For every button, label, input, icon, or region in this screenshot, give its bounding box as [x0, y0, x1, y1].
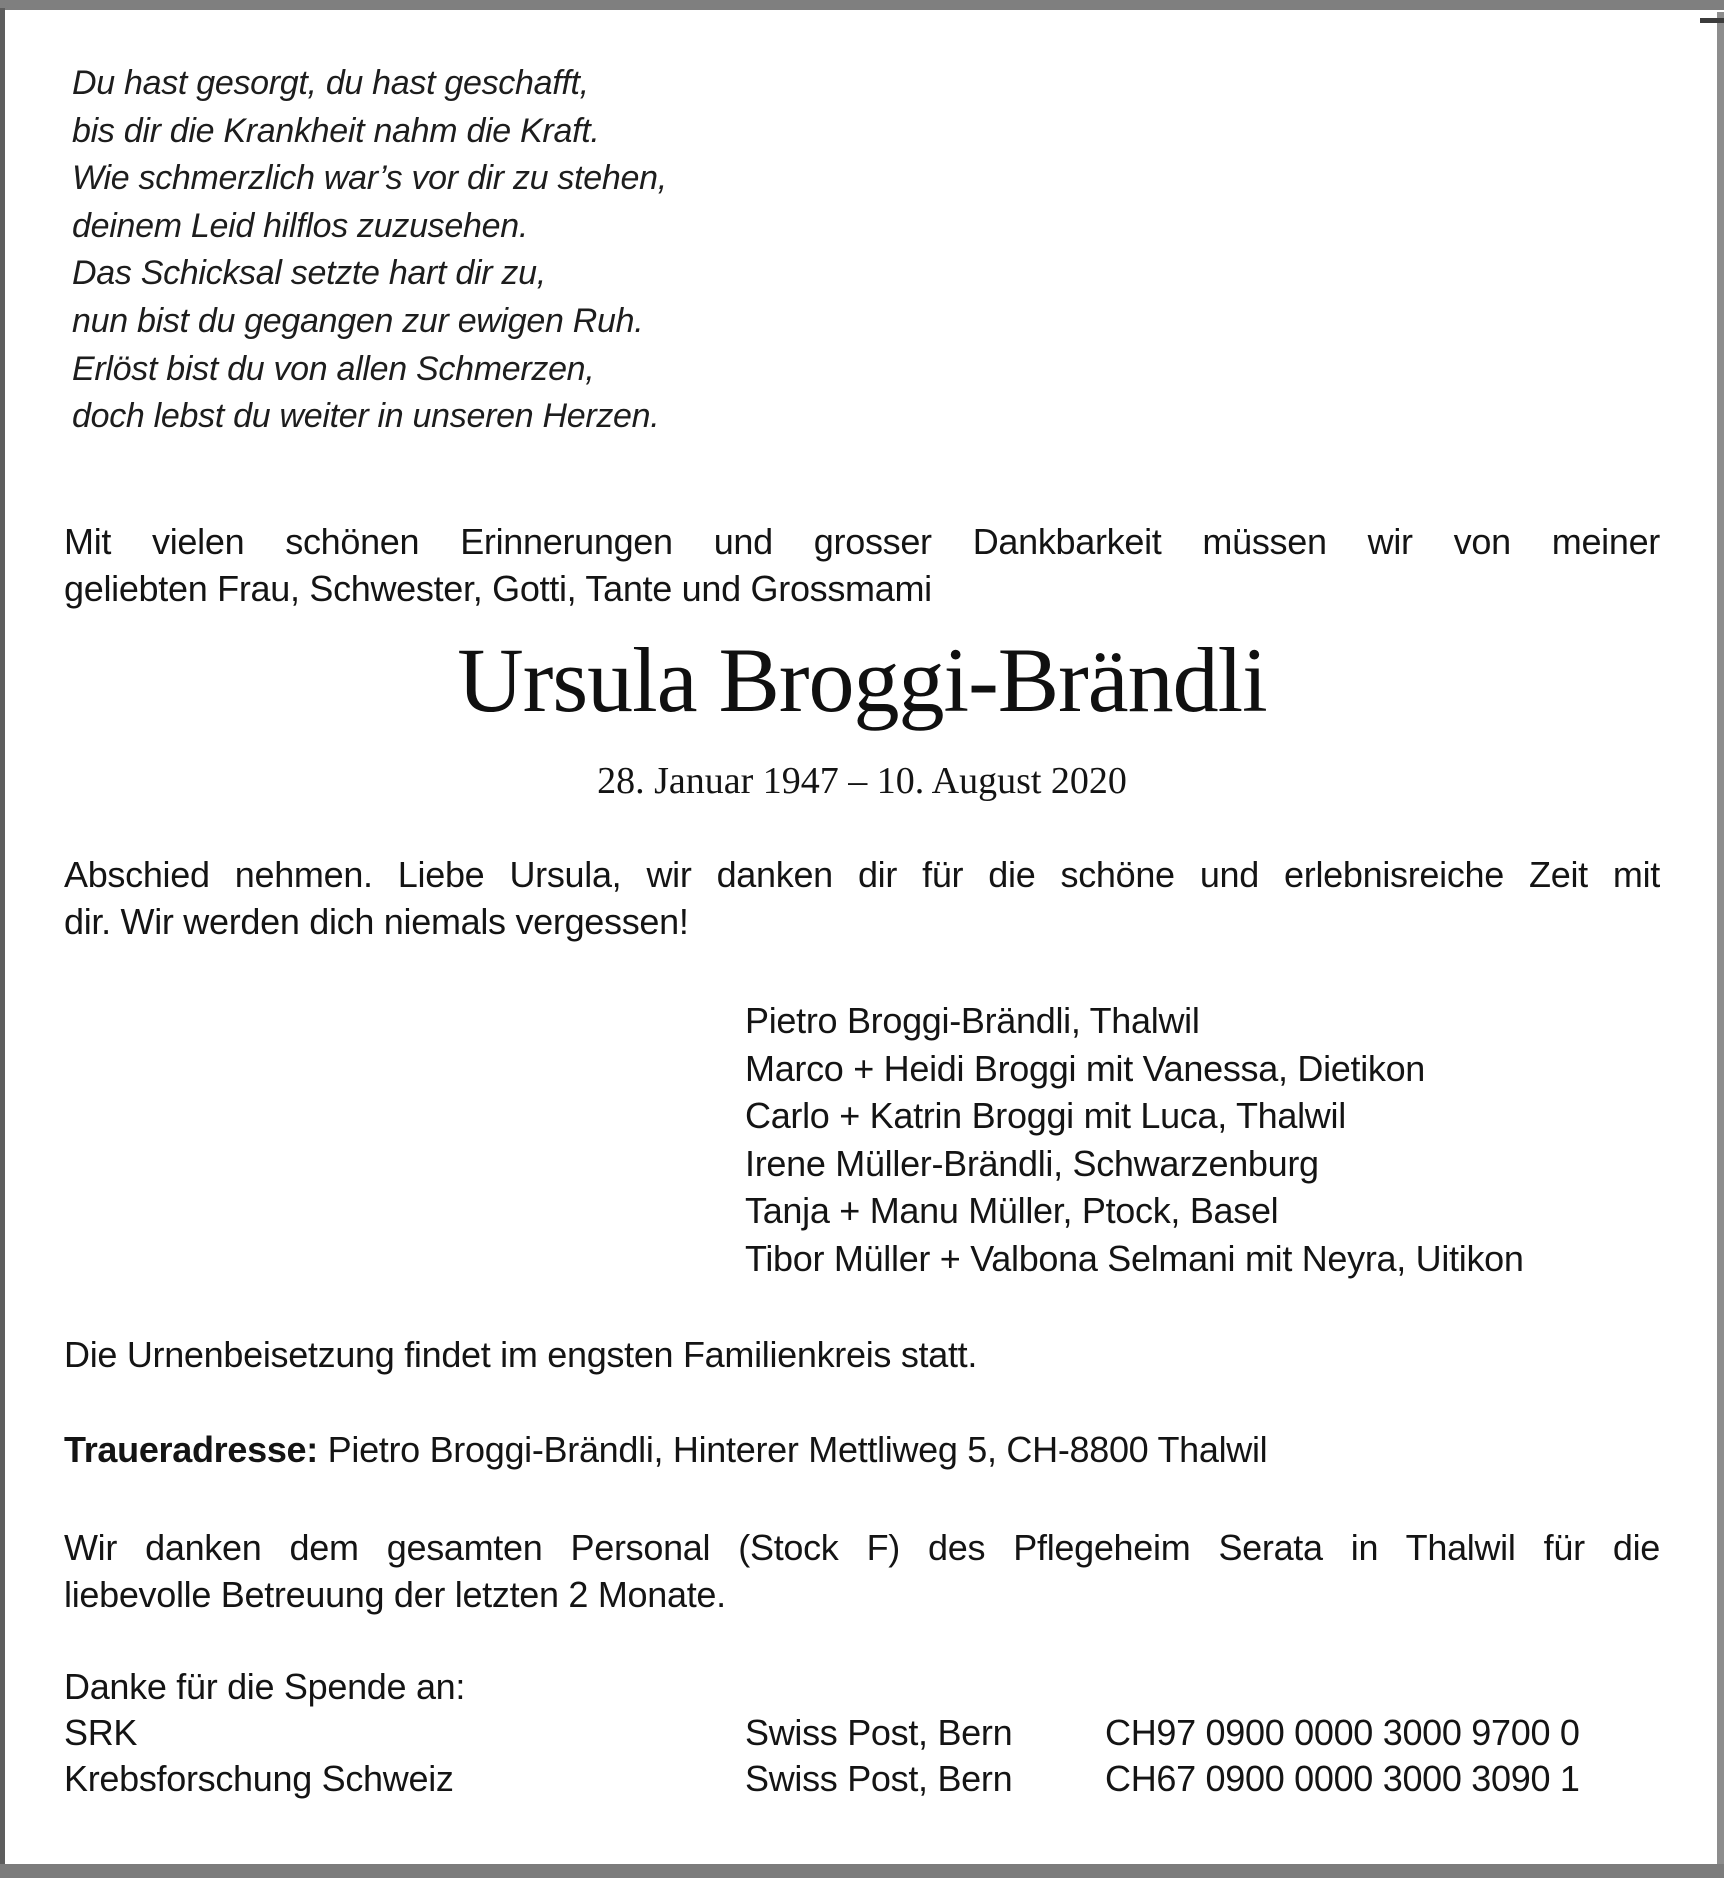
- donation-bank: Swiss Post, Bern: [745, 1758, 1013, 1799]
- intro-paragraph: [64, 519, 1660, 612]
- deceased-dates: 28. Januar 1947 – 10. August 2020: [597, 760, 1127, 802]
- mourning-address: [64, 1427, 1660, 1474]
- frame-right-bar: [1717, 12, 1724, 1864]
- mourning-address-text: Pietro Broggi-Brändli, Hinterer Mettliweg 5, CH-8800 Thalwil: [317, 1429, 1268, 1470]
- frame-bottom-bar: [0, 1864, 1724, 1878]
- farewell-line: Abschied nehmen. Liebe Ursula, wir danken dir für die schöne und erlebnisreiche Zeit mit: [64, 854, 1660, 895]
- poem-line: deinem Leid hilflos zuzusehen.: [72, 206, 528, 245]
- burial-notice: Die Urnenbeisetzung findet im engsten Familienkreis statt.: [64, 1334, 978, 1375]
- farewell-line: dir. Wir werden dich niemals vergessen!: [64, 900, 689, 942]
- family-list: [745, 997, 1695, 1282]
- family-entry: Irene Müller-Brändli, Schwarzenburg: [745, 1142, 1319, 1184]
- donation-organization: Krebsforschung Schweiz: [64, 1758, 454, 1799]
- thanks-paragraph: [64, 1525, 1660, 1618]
- family-entry: Tibor Müller + Valbona Selmani mit Neyra, Uitikon: [745, 1237, 1524, 1279]
- frame-right-cap: [1700, 18, 1724, 23]
- donation-row: [64, 1756, 1660, 1802]
- donations-table: [64, 1710, 1660, 1802]
- thanks-line: liebevolle Betreuung der letzten 2 Monate.: [64, 1573, 726, 1615]
- frame-top-bar: [0, 0, 1724, 10]
- family-entry: Tanja + Manu Müller, Ptock, Basel: [745, 1190, 1279, 1231]
- poem-line: doch lebst du weiter in unseren Herzen.: [72, 397, 660, 436]
- family-entry: Marco + Heidi Broggi mit Vanessa, Dietikon: [745, 1047, 1426, 1089]
- thanks-line: Wir danken dem gesamten Personal (Stock F) des Pflegeheim Serata in Thalwil für die: [64, 1527, 1660, 1568]
- donation-bank: Swiss Post, Bern: [745, 1712, 1013, 1753]
- memorial-poem: [72, 60, 972, 441]
- farewell-paragraph: [64, 852, 1660, 945]
- intro-line: geliebten Frau, Schwester, Gotti, Tante und Grossmami: [64, 567, 932, 609]
- poem-line: nun bist du gegangen zur ewigen Ruh.: [72, 301, 644, 340]
- donation-iban: CH67 0900 0000 3000 3090 1: [1105, 1758, 1580, 1799]
- poem-line: Du hast gesorgt, du hast geschafft,: [72, 64, 589, 102]
- donation-row: [64, 1710, 1660, 1756]
- intro-line: Mit vielen schönen Erinnerungen und grosser Dankbarkeit müssen wir von meiner: [64, 521, 1660, 562]
- poem-line: bis dir die Krankheit nahm die Kraft.: [72, 111, 600, 150]
- donation-iban: CH97 0900 0000 3000 9700 0: [1105, 1712, 1580, 1753]
- donation-organization: SRK: [64, 1712, 138, 1753]
- mourning-address-label: Traueradresse:: [64, 1429, 318, 1470]
- family-entry: Carlo + Katrin Broggi mit Luca, Thalwil: [745, 1095, 1346, 1136]
- family-entry: Pietro Broggi-Brändli, Thalwil: [745, 1000, 1200, 1041]
- poem-line: Das Schicksal setzte hart dir zu,: [72, 254, 546, 293]
- poem-line: Erlöst bist du von allen Schmerzen,: [72, 349, 595, 388]
- frame-left-line: [0, 8, 5, 1866]
- deceased-name: Ursula Broggi-Brändli: [457, 629, 1267, 731]
- donations-heading: Danke für die Spende an:: [64, 1666, 466, 1707]
- poem-line: Wie schmerzlich war’s vor dir zu stehen,: [72, 159, 667, 198]
